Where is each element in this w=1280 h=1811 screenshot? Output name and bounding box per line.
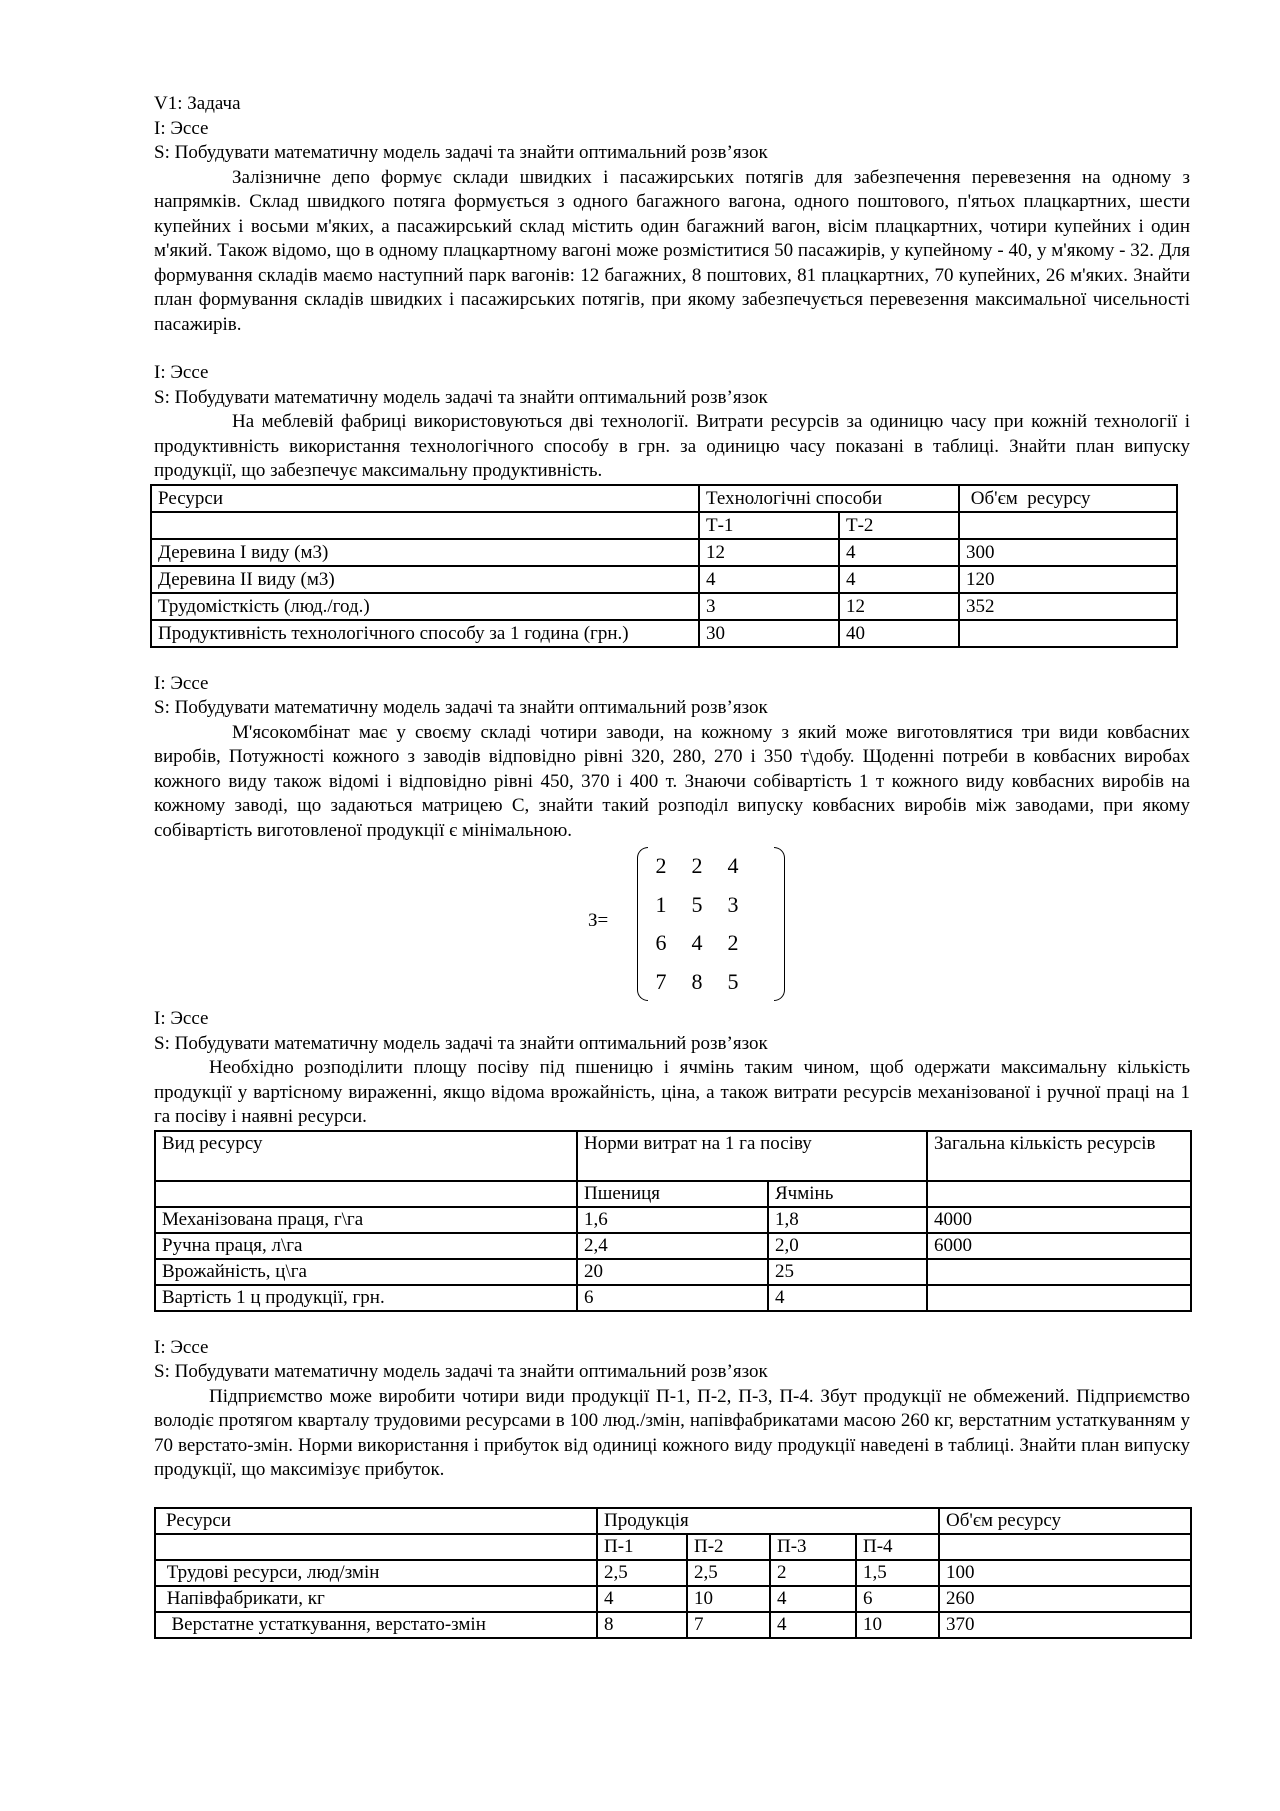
table-cell: 6: [577, 1285, 768, 1311]
task-text-1: Залізничне депо формує склади швидких і пасажирських потягів для забезпечення перевезення на одному з напрямків. Склад швидкого потяга формується з одного багажного вагона, одного поштового, п'ятьох плацкартних, шести купейних і восьми м'яких, а пасажирський склад містить один багажний вагон, вісім плацкартних, чотири купейних і один м'який. Також відомо, що в одному плацкартному вагоні може розміститися 50 пасажирів, у купейному - 40, у м'якому - 32. Для формування складів маємо наступний парк вагонів: 12 багажних, 8 поштових, 81 плацкартних, 70 купейних, 26 м'яких. Знайти план формування складів швидких і пасажирських потягів, при якому забезпечується перевезення максимальної чисельності пасажирів.: [154, 166, 1190, 335]
table-cell: 4: [770, 1586, 856, 1612]
table-header: П-1: [597, 1534, 687, 1560]
table-header: Об'єм ресурсу: [959, 485, 1177, 512]
table-row: [155, 1612, 1191, 1638]
resources-table-3: [154, 1507, 1192, 1639]
table-cell: Деревина ІІ виду (м3): [151, 566, 699, 593]
table-cell: Механізована праця, г\га: [155, 1207, 577, 1233]
resources-table-2: [154, 1130, 1192, 1312]
table-row: [155, 1586, 1191, 1612]
table-cell: 260: [939, 1586, 1191, 1612]
cost-matrix: [154, 847, 1190, 1001]
table-header: Норми витрат на 1 га посіву: [577, 1131, 927, 1181]
table-cell: [927, 1181, 1191, 1207]
table-header: Об'єм ресурсу: [939, 1508, 1191, 1534]
question-type: I: Эссе: [154, 362, 209, 383]
matrix-cell: 1: [655, 891, 667, 917]
table-cell: [959, 620, 1177, 647]
table-cell: Деревина І виду (м3): [151, 539, 699, 566]
table-cell: Напівфабрикати, кг: [155, 1586, 597, 1612]
resources-table-1: [150, 484, 1178, 648]
table-header: Ресурси: [151, 485, 699, 512]
table-header: Технологічні способи: [699, 485, 959, 512]
table-row: [151, 539, 1177, 566]
table-header: Ячмінь: [768, 1181, 927, 1207]
table-cell: [151, 512, 699, 539]
table-cell: 2: [770, 1560, 856, 1586]
table-cell: 4: [770, 1612, 856, 1638]
question-statement: S: Побудувати математичну модель задачі та знайти оптимальний розв’язок: [154, 697, 768, 718]
matrix-cell: 4: [691, 930, 703, 955]
matrix-cell: 5: [691, 891, 703, 917]
table-header: Т-2: [839, 512, 959, 539]
table-cell: 4: [839, 566, 959, 593]
matrix-cell: 5: [727, 968, 739, 994]
table-cell: [155, 1181, 577, 1207]
document-page: [154, 92, 1190, 1639]
question-type: I: Эссе: [154, 117, 209, 139]
table-header: П-4: [856, 1534, 939, 1560]
table-cell: 6: [856, 1586, 939, 1612]
table-cell: 10: [687, 1586, 770, 1612]
table-row: [155, 1207, 1191, 1233]
task-text-3: М'ясокомбінат має у своєму складі чотири заводи, на кожному з який може виготовлятися три види ковбасних виробів, Потужності кожного з заводів відповідно рівні 320, 280, 270 і 350 т\добу. Щоденні потреби в ковбасних виробах кожного виду також відомі і відповідно рівні 450, 370 і 400 т. Знаючи собівартість 1 т кожного виду ковбасних виробів на кожному заводі, що задаються матрицею С, знайти такий розподіл випуску ковбасних виробів між заводами, при якому собівартість виготовленої продукції є мінімальною.: [154, 721, 1190, 841]
table-cell: [155, 1534, 597, 1560]
matrix-cell: 7: [655, 968, 667, 994]
table-cell: Трудові ресурси, люд/змін: [155, 1560, 597, 1586]
question-type: I: Эссе: [154, 672, 209, 694]
table-header: Вид ресурсу: [155, 1131, 577, 1181]
table-cell: 352: [959, 593, 1177, 620]
matrix-cell: 2: [655, 853, 667, 878]
table-cell: 1,5: [856, 1560, 939, 1586]
matrix-cell: 2: [727, 930, 739, 955]
table-row: [151, 620, 1177, 647]
table-cell: 2,5: [687, 1560, 770, 1586]
table-cell: 1,6: [577, 1207, 768, 1233]
matrix-row: [643, 963, 779, 1002]
table-cell: 4000: [927, 1207, 1191, 1233]
table-cell: 12: [839, 593, 959, 620]
task-text-5: Підприємство може виробити чотири види продукції П-1, П-2, П-3, П-4. Збут продукції не обмежений. Підприємство володіє протягом кварталу трудовими ресурсами в 100 люд./змін, напівфабрикатами масою 260 кг, верстатним устаткуванням у 70 верстато-змін. Норми використання і прибуток від одиниці кожного виду продукції наведені в таблиці. Знайти план випуску продукції, що максимізує прибуток.: [154, 1385, 1190, 1480]
table-cell: Врожайність, ц\га: [155, 1259, 577, 1285]
question-statement: S: Побудувати математичну модель задачі та знайти оптимальний розв’язок: [154, 1032, 768, 1054]
table-cell: 4: [839, 539, 959, 566]
task-text-2: На меблевій фабриці використовуються дві технології. Витрати ресурсів за одиницю часу при кожній технології і продуктивність використання технологічного способу в грн. за одиницю часу показані в таблиці. Знайти план випуску продукції, що забезпечує максимальну продуктивність.: [154, 411, 1190, 481]
table-cell: [939, 1534, 1191, 1560]
table-cell: 10: [856, 1612, 939, 1638]
question-statement: S: Побудувати математичну модель задачі та знайти оптимальний розв’язок: [154, 1361, 768, 1382]
table-cell: 370: [939, 1612, 1191, 1638]
table-cell: 4: [597, 1586, 687, 1612]
table-cell: [959, 512, 1177, 539]
table-cell: 2,4: [577, 1233, 768, 1259]
task-text-4: Необхідно розподілити площу посіву під пшеницю і ячмінь таким чином, щоб одержати максимальну кількість продукції у вартісному вираженні, якщо відома врожайність, ціна, а також витрати ресурсів механізованої і ручної праці на 1 га посіву і наявні ресурси.: [154, 1057, 1190, 1127]
table-cell: Ручна праця, л\га: [155, 1233, 577, 1259]
table-header: Пшениця: [577, 1181, 768, 1207]
table-cell: 25: [768, 1259, 927, 1285]
question-type: I: Эссе: [154, 1336, 209, 1358]
table-cell: 30: [699, 620, 839, 647]
question-statement: S: Побудувати математичну модель задачі та знайти оптимальний розв’язок: [154, 386, 768, 408]
table-cell: 12: [699, 539, 839, 566]
table-cell: [927, 1259, 1191, 1285]
matrix-cell: 3: [727, 891, 739, 917]
table-row: [155, 1285, 1191, 1311]
matrix-row: [643, 847, 779, 886]
question-type: I: Эссе: [154, 1008, 209, 1029]
matrix-cell: 8: [691, 968, 703, 994]
table-cell: 8: [597, 1612, 687, 1638]
table-row: [155, 1233, 1191, 1259]
matrix-label: З=: [588, 910, 609, 931]
table-header: Загальна кількість ресурсів: [927, 1131, 1191, 1181]
table-cell: Продуктивність технологічного способу за 1 година (грн.): [151, 620, 699, 647]
table-cell: 4: [768, 1285, 927, 1311]
section-heading: V1: Задача: [154, 93, 241, 114]
table-cell: 6000: [927, 1233, 1191, 1259]
table-cell: 4: [699, 566, 839, 593]
matrix-cell: 2: [691, 853, 703, 878]
table-row: [155, 1560, 1191, 1586]
matrix-row: [643, 924, 779, 963]
table-row: [151, 566, 1177, 593]
table-cell: Верстатне устаткування, верстато-змін: [155, 1612, 597, 1638]
table-header: Ресурси: [155, 1508, 597, 1534]
table-cell: 20: [577, 1259, 768, 1285]
table-cell: Трудомісткість (люд./год.): [151, 593, 699, 620]
matrix-cell: 6: [655, 930, 667, 955]
table-cell: [927, 1285, 1191, 1311]
question-statement: S: Побудувати математичну модель задачі та знайти оптимальний розв’язок: [154, 142, 768, 163]
table-cell: 3: [699, 593, 839, 620]
table-cell: 1,8: [768, 1207, 927, 1233]
table-header: Продукція: [597, 1508, 939, 1534]
table-cell: 300: [959, 539, 1177, 566]
table-row: [155, 1259, 1191, 1285]
table-cell: 2,0: [768, 1233, 927, 1259]
matrix-row: [643, 886, 779, 925]
table-cell: Вартість 1 ц продукції, грн.: [155, 1285, 577, 1311]
table-cell: 2,5: [597, 1560, 687, 1586]
table-row: [151, 593, 1177, 620]
table-cell: 7: [687, 1612, 770, 1638]
table-header: Т-1: [699, 512, 839, 539]
table-cell: 40: [839, 620, 959, 647]
table-header: П-3: [770, 1534, 856, 1560]
table-header: П-2: [687, 1534, 770, 1560]
table-cell: 100: [939, 1560, 1191, 1586]
matrix-cell: 4: [727, 853, 739, 878]
table-cell: 120: [959, 566, 1177, 593]
